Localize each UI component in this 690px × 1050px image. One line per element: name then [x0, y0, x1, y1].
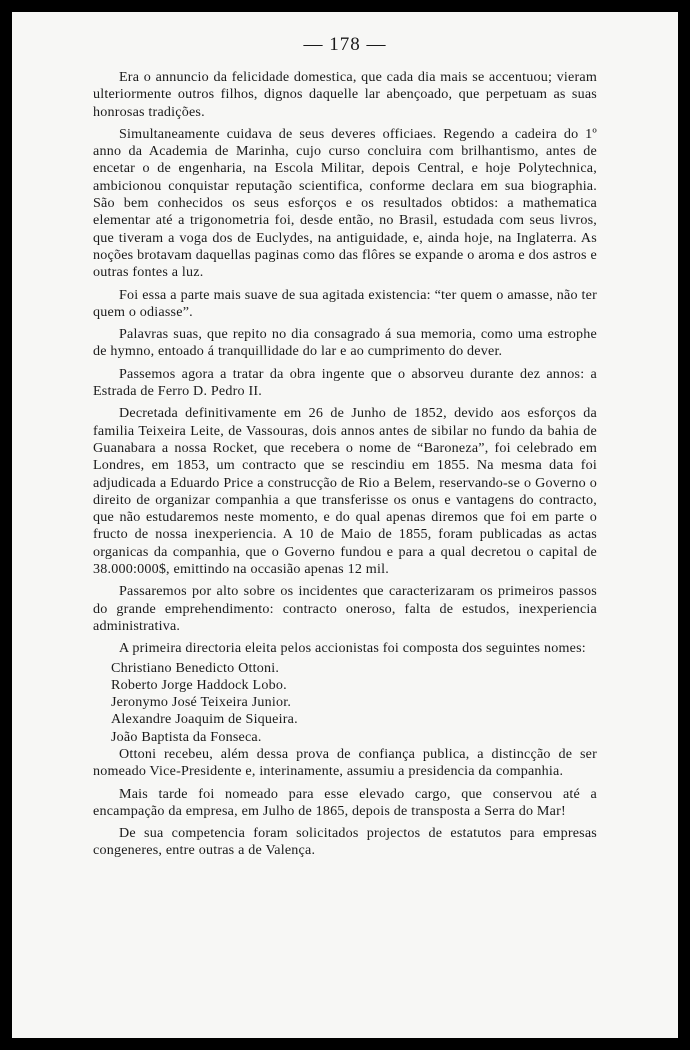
paragraph: Passemos agora a tratar da obra ingente que o absorveu durante dez annos: a Estrada de Ferro D. Pedro II. [93, 365, 597, 400]
book-page [12, 12, 678, 1038]
paragraph: A primeira directoria eleita pelos accionistas foi composta dos seguintes nomes: [119, 640, 586, 657]
list-item: João Baptista da Fonseca. [111, 728, 262, 745]
page-number: — 178 — [303, 34, 387, 55]
page-body [93, 69, 597, 865]
list-item: Christiano Benedicto Ottoni. [111, 659, 280, 676]
paragraph: Foi essa a parte mais suave de sua agitada existencia: “ter quem o amasse, não ter quem o odiasse”. [93, 286, 597, 320]
paragraph: Decretada definitivamente em 26 de Junho de 1852, devido aos esforços da familia Teixeira Leite, de Vassouras, dois annos antes de sibilar no fundo da bahia de Guanabara a nossa Rocket, que recebera o nome de “Baroneza”, foi celebrado em Londres, em 1853, um contracto que se rescindiu em 1855. Na mesma data foi adjudicada a Eduardo Price a construcção de Rio a Belem, reservando-se o Governo o direito de organizar companhia a que transferisse os onus e vantagens do contracto, que não estudaremos neste momento, e do qual apenas diremos que foi em parte o fructo de nossa inexperiencia. A 10 de Maio de 1855, foram publicadas as actas organicas da companhia, que o Governo fundou e para a qual decretou o capital de 38.000:000$, emittindo na occasião apenas 12 mil. [93, 405, 597, 578]
list-item: Jeronymo José Teixeira Junior. [111, 694, 292, 711]
paragraph: Passaremos por alto sobre os incidentes que caracterizaram os primeiros passos do grande emprehendimento: contracto oneroso, falta de estudos, inexperiencia administrativa. [93, 583, 597, 634]
list-item: Roberto Jorge Haddock Lobo. [111, 676, 287, 693]
paragraph: De sua competencia foram solicitados projectos de estatutos para empresas congeneres, entre outras a de Valença. [93, 825, 597, 859]
paragraph: Simultaneamente cuidava de seus deveres officiaes. Regendo a cadeira do 1º anno da Academia de Marinha, cujo curso concluira com brilhantismo, antes de encetar o de engenharia, na Escola Militar, depois Central, e hoje Polytechnica, ambicionou conquistar reputação scientifica, conforme declara em sua biographia. São bem conhecidos os seus esforços e os resultados obtidos: a mathematica elementar até a trigonometria foi, desde então, no Brasil, estudada com seus livros, que tiveram a voga dos de Euclydes, na antiguidade, e, ainda hoje, na Inglaterra. As noções brotavam daquellas paginas como das flôres se expande o aroma e dos astros e outras fontes a luz. [93, 125, 597, 281]
list-item: Alexandre Joaquim de Siqueira. [111, 711, 298, 728]
paragraph: Palavras suas, que repito no dia consagrado á sua memoria, como uma estrophe de hymno, entoado á tranquillidade do lar e ao cumprimento do dever. [93, 326, 597, 360]
paragraph: Era o annuncio da felicidade domestica, que cada dia mais se accentuou; vieram ulteriormente outros filhos, dignos daquelle lar abençoado, que perpetuam as suas honrosas tradições. [93, 69, 597, 120]
directors-list [93, 660, 597, 746]
paragraph: Ottoni recebeu, além dessa prova de confiança publica, a distincção de ser nomeado Vice-Presidente e, interinamente, assumiu a presidencia da companhia. [93, 745, 597, 780]
paragraph: Mais tarde foi nomeado para esse elevado cargo, que conservou até a encampação da empresa, em Julho de 1865, depois de transposta a Serra do Mar! [93, 785, 597, 819]
